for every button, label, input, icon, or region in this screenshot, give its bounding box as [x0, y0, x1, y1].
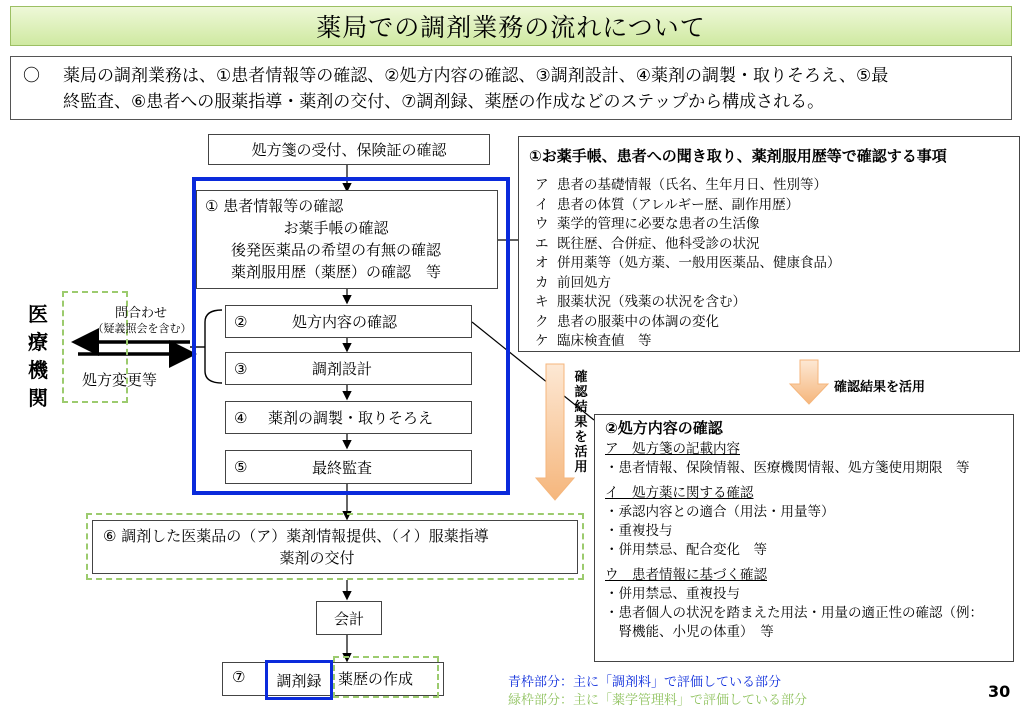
prescription-check-detail-box [594, 414, 1014, 662]
detail2-item: ・重複投与 [605, 523, 673, 539]
step7-history-label: 薬歴の作成 [338, 670, 414, 688]
step5-number: ⑤ [234, 458, 248, 476]
step5-label: 最終監査 [312, 458, 373, 477]
detail1-item: ア 患者の基礎情報（氏名、生年月日、性別等） [535, 177, 827, 193]
medical-institution-label: 医療機関 [28, 302, 48, 410]
step3-number: ③ [234, 359, 248, 378]
detail2-section-title: ア 処方箋の記載内容 [605, 441, 740, 457]
reception-box: 処方箋の受付、保険証の確認 [208, 134, 490, 165]
inquiry-sub-label: （疑義照会を含む） [92, 322, 192, 335]
legend-green: 緑枠部分：主に「薬学管理料」で評価している部分 [508, 693, 808, 708]
detail1-item: エ 既往歴、合併症、他科受診の状況 [535, 235, 760, 252]
summary-line-1: 薬局の調剤業務は、①患者情報等の確認、②処方内容の確認、③調剤設計、④薬剤の調製・取りそろえ、⑤最 [63, 66, 889, 86]
patient-check-detail-box [518, 136, 1020, 352]
detail2-section-title: ウ 患者情報に基づく確認 [605, 567, 767, 583]
result-arrow-vertical-label: 確認結果を活用 [574, 370, 588, 475]
detail1-item: イ 患者の体質（アレルギー歴、副作用歴） [535, 196, 800, 213]
step4-label: 薬剤の調製・取りそろえ [268, 409, 434, 427]
detail2-item: ・患者情報、保険情報、医療機関情報、処方箋使用期限 等 [605, 460, 970, 476]
detail2-item: ・患者個人の状況を踏まえた用法・用量の適正性の確認（例： [605, 605, 983, 621]
step3-box [225, 352, 472, 385]
page-number: 30 [988, 682, 1011, 701]
detail1-item: ク 患者の服薬中の体調の変化 [535, 313, 719, 330]
step2-number: ② [234, 312, 248, 331]
detail1-item: ウ 薬学的管理に必要な患者の生活像 [535, 216, 760, 232]
step1-sub-3: 薬剤服用歴（薬歴）の確認 等 [230, 263, 441, 281]
result-arrow-vertical [536, 364, 574, 500]
prescription-check-heading: ②処方内容の確認 [605, 419, 723, 437]
summary-line-2: 終監査、⑥患者への服薬指導・薬剤の交付、⑦調剤録、薬歴の作成などのステップから構成される。 [63, 92, 825, 112]
step3-label: 調剤設計 [312, 360, 373, 378]
step6-line-2: 薬剤の交付 [279, 549, 355, 567]
detail2-item: ・承認内容との適合（用法・用量等） [605, 504, 835, 520]
detail2-item: 腎機能、小児の体重） 等 [605, 624, 774, 640]
detail2-item: ・併用禁忌、重複投与 [605, 586, 740, 602]
step1-label: 患者情報等の確認 [223, 197, 344, 215]
detail1-item: カ 前回処方 [535, 274, 611, 291]
detail1-item: キ 服薬状況（残薬の状況を含む） [535, 294, 746, 310]
detail2-item: ・併用禁忌、配合変化 等 [605, 542, 767, 558]
step1-box [196, 190, 498, 289]
step6-line-1: ⑥ 調剤した医薬品の（ア）薬剤情報提供、（イ）服薬指導 [103, 527, 489, 545]
detail1-item: オ 併用薬等（処方薬、一般用医薬品、健康食品） [535, 255, 841, 271]
step6-box [92, 520, 578, 574]
result-arrow-right-label: 確認結果を活用 [834, 380, 926, 395]
step2-label: 処方内容の確認 [292, 313, 398, 331]
patient-check-heading: ①お薬手帳、患者への聞き取り、薬剤服用歴等で確認する事項 [529, 147, 947, 165]
step1-sub-2: 後発医薬品の希望の有無の確認 [230, 241, 441, 259]
step5-box [225, 450, 472, 484]
step4-number: ④ [234, 408, 248, 427]
detail1-item: ケ 臨床検査値 等 [535, 333, 652, 349]
legend-blue: 青枠部分：主に「調剤料」で評価している部分 [508, 675, 782, 690]
step2-box [225, 305, 472, 338]
step7-number: ⑦ [232, 668, 246, 686]
summary-bullet: 〇 [23, 66, 40, 86]
result-arrow-right [790, 360, 828, 404]
detail2-section-title: イ 処方薬に関する確認 [605, 485, 754, 501]
step7-record-blue: 調剤録 [265, 660, 333, 700]
slide-title: 薬局での調剤業務の流れについて [10, 6, 1012, 46]
payment-box: 会計 [316, 601, 382, 635]
step1-number: ① [205, 197, 219, 215]
inquiry-label: 問合わせ [114, 306, 167, 321]
step4-box [225, 401, 472, 434]
change-label: 処方変更等 [82, 371, 158, 389]
step1-sub-1: お薬手帳の確認 [283, 219, 389, 237]
